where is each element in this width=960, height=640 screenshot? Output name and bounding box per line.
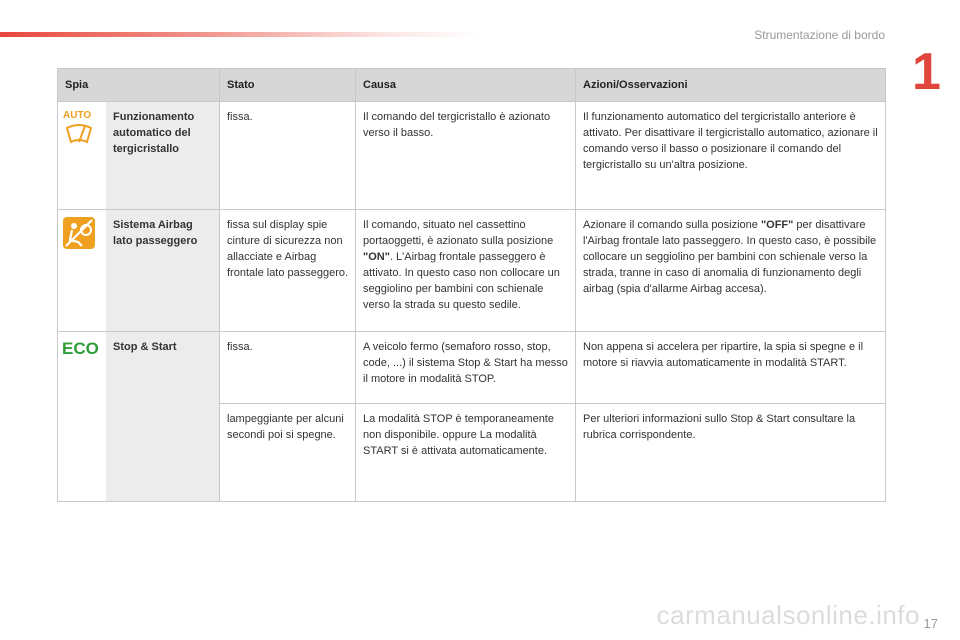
page-number: 17: [923, 616, 938, 631]
table-row: [58, 102, 886, 210]
auto-label: AUTO: [63, 110, 92, 121]
causa-text: Il comando, situato nel cassettino portaoggetti, è azionato sulla posizione: [363, 219, 554, 247]
icon-cell: [58, 102, 107, 210]
spia-name: Stop & Start: [106, 332, 220, 502]
icon-cell: [58, 332, 107, 502]
watermark: carmanualsonline.info: [656, 600, 920, 630]
table-header-row: [58, 69, 886, 102]
icon-cell: [58, 210, 107, 332]
column-header-azioni: Azioni/Osservazioni: [576, 69, 886, 102]
azioni-text-cont: per disattivare l'Airbag frontale lato passeggero. In questo caso, è possibile collocare un seggiolino per bambini con schienale verso la strada, tranne in caso di anomalia di funzionamento degli airbag (spia d'allarme Airbag accesa).: [583, 219, 877, 295]
azioni-cell: [576, 210, 886, 332]
stato-cell: fissa sul display spie cinture di sicurezza non allacciate e Airbag frontale lato passeggero.: [220, 210, 356, 332]
azioni-off-highlight: "OFF": [760, 219, 794, 231]
table-row: [58, 332, 886, 404]
warning-lights-table: [57, 68, 886, 502]
column-header-stato: Stato: [220, 69, 356, 102]
column-header-spia: Spia: [58, 69, 220, 102]
causa-cell: Il comando del tergicristallo è azionato verso il basso.: [356, 102, 576, 210]
stato-cell: lampeggiante per alcuni secondi poi si spegne.: [220, 404, 356, 502]
eco-label: ECO: [62, 339, 99, 358]
causa-text-cont: . L'Airbag frontale passeggero è attivato. In questo caso non collocare un seggiolino per bambini con schienale verso la strada su questo sedile.: [363, 251, 560, 311]
chapter-number: 1: [912, 43, 941, 101]
azioni-cell: Il funzionamento automatico del tergicristallo anteriore è attivato. Per disattivare il tergicristallo automatico, azionare il comando verso il basso o posizionare il comando del tergicristallo su un'altra posizione.: [576, 102, 886, 210]
header-accent-bar: [0, 32, 480, 37]
spia-name: Funzionamento automatico del tergicristallo: [106, 102, 220, 210]
causa-cell: A veicolo fermo (semaforo rosso, stop, code, ...) il sistema Stop & Start ha messo il motore in modalità STOP.: [356, 332, 576, 404]
airbag-passenger-icon: [62, 216, 102, 250]
eco-icon: [62, 338, 102, 358]
wiper-auto-icon: [62, 108, 102, 146]
stato-cell: fissa.: [220, 102, 356, 210]
stato-cell: fissa.: [220, 332, 356, 404]
column-header-causa: Causa: [356, 69, 576, 102]
azioni-text: Azionare il comando sulla posizione: [583, 219, 761, 231]
azioni-cell: Per ulteriori informazioni sullo Stop & Start consultare la rubrica corrispondente.: [576, 404, 886, 502]
causa-cell: [356, 210, 576, 332]
azioni-cell: Non appena si accelera per ripartire, la spia si spegne e il motore si riavvia automaticamente in modalità START.: [576, 332, 886, 404]
spia-name: Sistema Airbag lato passeggero: [106, 210, 220, 332]
section-title: Strumentazione di bordo: [754, 28, 885, 42]
causa-cell: La modalità STOP è temporaneamente non disponibile. oppure La modalità START si è attivata automaticamente.: [356, 404, 576, 502]
table-row: [58, 210, 886, 332]
causa-on-highlight: "ON": [363, 251, 390, 263]
